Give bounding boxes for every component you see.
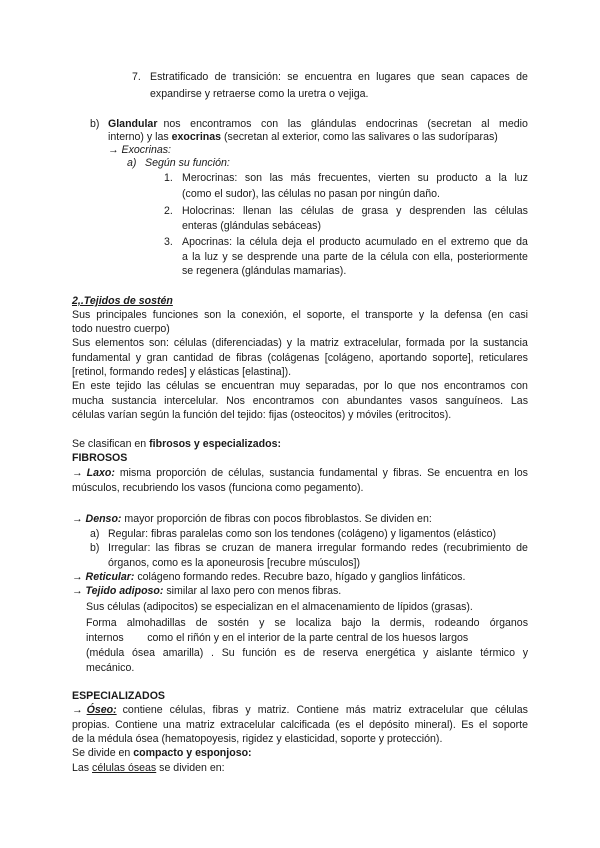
paragraph-line: Sus elementos son: células (diferenciadas) y la matriz extracelular, formada por la sustancia <box>72 337 528 349</box>
paragraph-line: Regular: fibras paralelas como son los tendones (colágeno) y ligamentos (elástico) <box>108 528 497 540</box>
denso-line: → Denso: mayor proporción de fibras con pocos fibroblastos. Se dividen en: <box>72 513 432 525</box>
paragraph-line: En este tejido las células se encuentran muy separadas, por lo que nos encontramos con <box>72 380 528 392</box>
laxo-line: → Laxo: misma proporción de células, sustancia fundamental y fibras. Se encuentra en los <box>72 467 528 479</box>
list-marker: b) <box>90 118 100 130</box>
paragraph-line: mecánico. <box>86 662 135 674</box>
list-number: 1. <box>164 172 173 184</box>
paragraph-line: Irregular: las fibras se cruzan de manera irregular formando redes (recubrimiento de <box>108 542 528 554</box>
oseo-line: → Óseo: contiene células, fibras y matriz. Contiene más matriz extracelular que células <box>72 704 528 716</box>
paragraph-line: nos encontramos con las glándulas endocrinas (secretan al medio <box>163 118 528 130</box>
paragraph-line: Se clasifican en fibrosos y especializados: <box>72 438 282 450</box>
paragraph-line: [retinol, formando redes] y elásticas [elastina]). <box>72 366 292 378</box>
paragraph-line: mucha sustancia intercelular. Nos encontramos con abundantes vasos sanguíneos. Las <box>72 395 528 407</box>
paragraph-line: (como el sudor), las células no pasan por ningún daño. <box>182 188 440 200</box>
list-marker: b) <box>90 542 100 554</box>
paragraph-line: Apocrinas: la célula deja el producto acumulado en el extremo que da <box>182 236 528 248</box>
paragraph-line: Forma almohadillas de sostén y se localiza bajo la dermis, rodeando órganos <box>86 617 528 629</box>
paragraph-line: fundamental y gran cantidad de fibras (colágenas [colágeno, aportando soporte], reticulares <box>72 352 528 364</box>
paragraph-line: Merocrinas: son las más frecuentes, vierten su producto a la luz <box>182 172 528 184</box>
paragraph-line: Sus células (adipocitos) se especializan en el almacenamiento de lípidos (grasas). <box>86 601 473 613</box>
paragraph-line: a la luz y se desprende una parte de la célula con ella, posteriormente <box>182 251 528 263</box>
section-heading: 2,.Tejidos de sostén <box>72 295 173 307</box>
paragraph-line: células varían según la función del tejido: fijas (osteocitos) y móviles (eritrocitos). <box>72 409 452 421</box>
paragraph-line: expandirse y retraerse como la uretra o vejiga. <box>150 88 369 100</box>
list-number: 7. <box>132 71 141 83</box>
list-number: 2. <box>164 205 173 217</box>
paragraph-line: (médula ósea amarilla) . Su función es de reserva energética y aislante térmico y <box>86 647 528 659</box>
paragraph-line: Se divide en compacto y esponjoso: <box>72 747 252 759</box>
section-heading: ESPECIALIZADOS <box>72 690 166 702</box>
exocrinas-label: → Exocrinas: <box>108 144 171 156</box>
paragraph-line: Estratificado de transición: se encuentra en lugares que sean capaces de <box>150 71 528 83</box>
list-number: 3. <box>164 236 173 248</box>
paragraph-line: propias. Contiene una matriz extracelular calcificada (es el depósito mineral). Es el soporte <box>72 719 528 731</box>
reticular-line: → Reticular: colágeno formando redes. Recubre bazo, hígado y ganglios linfáticos. <box>72 571 466 583</box>
paragraph-line: Las células óseas se dividen en: <box>72 762 225 774</box>
paragraph-line: enteras (glándulas sebáceas) <box>182 220 321 232</box>
subheading: Según su función: <box>145 157 230 169</box>
adiposo-line: → Tejido adiposo: similar al laxo pero con menos fibras. <box>72 585 342 597</box>
paragraph-line: Holocrinas: llenan las células de grasa y desprenden las células <box>182 205 528 217</box>
paragraph-line: de la médula ósea (hematopoyesis, rigidez y elasticidad, soporte y protección). <box>72 733 443 745</box>
paragraph-line: interno) y las exocrinas (secretan al exterior, como las salivares o las sudoríparas) <box>108 131 498 143</box>
glandular-line <box>108 118 528 131</box>
paragraph-line: internos como el riñón y en el interior de la parte central de los huesos largos <box>86 632 469 644</box>
paragraph-line: músculos, recubriendo los vasos (funciona como pegamento). <box>72 482 364 494</box>
paragraph-line: se regenera (glándulas mamarias). <box>182 265 347 277</box>
list-marker: a) <box>90 528 100 540</box>
glandular-title: Glandular <box>108 118 158 130</box>
section-heading: FIBROSOS <box>72 452 128 464</box>
paragraph-line: órganos, como es la aponeurosis [recubre músculos]) <box>108 557 361 569</box>
paragraph-line: todo nuestro cuerpo) <box>72 323 170 335</box>
list-marker: a) <box>127 157 137 169</box>
paragraph-line: Sus principales funciones son la conexión, el soporte, el transporte y la defensa (en casi <box>72 309 528 321</box>
